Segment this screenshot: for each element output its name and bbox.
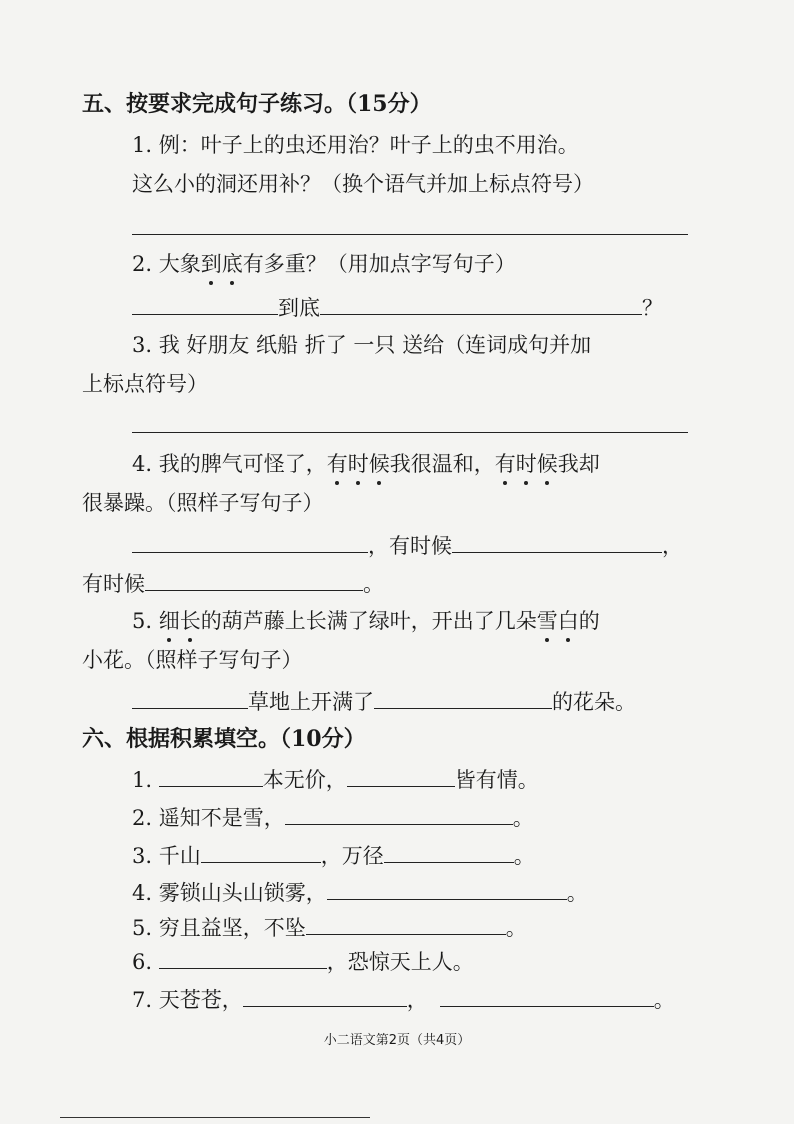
q4-fill2-end: 。 xyxy=(363,572,384,596)
item-number: 1. xyxy=(132,768,153,792)
q5-dotted-char: 白 xyxy=(557,609,579,633)
s6-item-3 xyxy=(132,840,535,868)
q5-fill-label: 草地上开满了 xyxy=(248,690,374,714)
q5-blank-1[interactable] xyxy=(132,686,248,709)
item-number: 4. xyxy=(132,881,153,905)
item-text: ， xyxy=(406,988,428,1012)
s6-1-blank-2[interactable] xyxy=(347,764,455,787)
s6-item-5 xyxy=(132,912,527,940)
q2-fill-line xyxy=(132,292,663,320)
q2-prompt-after: 有多重？（用加点字写句子） xyxy=(242,252,516,276)
item-text: ，恐惊天上人。 xyxy=(326,950,474,974)
q2-prompt-before: 2. 大象 xyxy=(132,252,201,276)
section-5-heading: 五、按要求完成句子练习。（15分） xyxy=(82,91,432,117)
s6-3-blank-2[interactable] xyxy=(384,840,514,863)
q2-dotted-char: 底 xyxy=(221,252,243,276)
q4-dotted-char: 有 xyxy=(494,452,516,476)
item-number: 2. xyxy=(132,806,153,830)
q5-fill-end: 的花朵。 xyxy=(552,690,636,714)
q4-prompt-line1 xyxy=(132,450,600,478)
q4-text: 我却 xyxy=(557,452,600,476)
page-footer: 小二语文第2页（共4页） xyxy=(323,1033,471,1048)
q5-dotted-char: 雪 xyxy=(536,609,558,633)
item-number: 6. xyxy=(132,950,153,974)
s6-3-blank-1[interactable] xyxy=(201,840,321,863)
q5-text: 的葫芦藤上长满了绿叶，开出了几朵 xyxy=(200,609,537,633)
q4-text: 我很温和， xyxy=(389,452,495,476)
item-text: 穷且益坚，不坠 xyxy=(158,916,306,940)
s6-item-4 xyxy=(132,877,588,905)
q1-example: 1. 例：叶子上的虫还用治？叶子上的虫不用治。 xyxy=(132,133,579,157)
q2-dotted-char: 到 xyxy=(200,252,222,276)
q4-dotted-char: 时 xyxy=(515,452,537,476)
q4-fill-end: ， xyxy=(662,534,683,558)
item-number: 5. xyxy=(132,916,153,940)
q5-prompt-line2: 小花。（照样子写句子） xyxy=(82,648,303,672)
q4-text: 4. 我的脾气可怪了， xyxy=(132,452,327,476)
q4-dotted-char: 有 xyxy=(326,452,348,476)
q2-end-mark: ？ xyxy=(642,296,663,320)
item-text: 。 xyxy=(512,806,534,830)
q1-prompt: 这么小的洞还用补？（换个语气并加上标点符号） xyxy=(132,172,594,196)
item-text: 。 xyxy=(505,916,527,940)
item-text: 本无价， xyxy=(262,768,347,792)
s6-item-7 xyxy=(132,984,675,1012)
q3-prompt-line1: 3. 我 好朋友 纸船 折了 一只 送给（连词成句并加 xyxy=(132,333,592,357)
q5-blank-2[interactable] xyxy=(374,686,552,709)
q2-blank-2[interactable] xyxy=(320,292,642,315)
q2-blank-1[interactable] xyxy=(132,292,278,315)
q4-fill2-label: 有时候 xyxy=(82,572,145,596)
s6-1-blank-1[interactable] xyxy=(159,764,263,787)
q4-fill-line2 xyxy=(82,568,384,596)
q4-dotted-char: 候 xyxy=(536,452,558,476)
item-number: 7. xyxy=(132,988,153,1012)
q4-prompt-line2: 很暴躁。（照样子写句子） xyxy=(82,491,324,515)
q2-prompt xyxy=(132,250,516,278)
q4-dotted-char: 候 xyxy=(368,452,390,476)
s6-7-blank-1[interactable] xyxy=(243,984,407,1007)
item-text: 。 xyxy=(653,988,675,1012)
q4-blank-1[interactable] xyxy=(132,530,368,553)
q1-answer-line[interactable] xyxy=(132,234,688,235)
s6-5-blank[interactable] xyxy=(306,912,506,935)
section-6-heading: 六、根据积累填空。（10分） xyxy=(82,726,366,752)
s6-4-blank[interactable] xyxy=(327,877,567,900)
s6-item-1 xyxy=(132,764,539,792)
q5-text: 的 xyxy=(578,609,600,633)
q3-answer-line[interactable] xyxy=(132,432,688,433)
item-text: 天苍苍， xyxy=(158,988,243,1012)
q3-prompt-line2: 上标点符号） xyxy=(82,372,208,396)
q4-fill-label: ，有时候 xyxy=(368,534,452,558)
q5-text: 5. xyxy=(132,609,159,633)
item-text: 。 xyxy=(566,881,588,905)
s6-7-blank-2[interactable] xyxy=(440,984,654,1007)
s6-item-2 xyxy=(132,802,534,830)
s6-2-blank[interactable] xyxy=(285,802,513,825)
q4-blank-2[interactable] xyxy=(452,530,662,553)
s6-6-blank[interactable] xyxy=(159,946,327,969)
q2-fill-word: 到底 xyxy=(278,296,320,320)
item-number: 3. xyxy=(132,844,153,868)
q4-dotted-char: 时 xyxy=(347,452,369,476)
q4-blank-3[interactable] xyxy=(145,568,363,591)
s6-item-6 xyxy=(132,946,474,974)
q5-dotted-char: 细 xyxy=(158,609,180,633)
q5-fill-line xyxy=(132,686,636,714)
item-text: 遥知不是雪， xyxy=(158,806,285,830)
bottom-divider xyxy=(60,1117,370,1118)
q4-fill-line1 xyxy=(132,530,683,558)
item-text: 千山 xyxy=(158,844,201,868)
item-text: 雾锁山头山锁雾， xyxy=(158,881,327,905)
q5-dotted-char: 长 xyxy=(179,609,201,633)
q5-prompt-line1 xyxy=(132,607,600,635)
item-text: 。 xyxy=(513,844,535,868)
item-text: 皆有情。 xyxy=(454,768,539,792)
item-text: ，万径 xyxy=(320,844,384,868)
